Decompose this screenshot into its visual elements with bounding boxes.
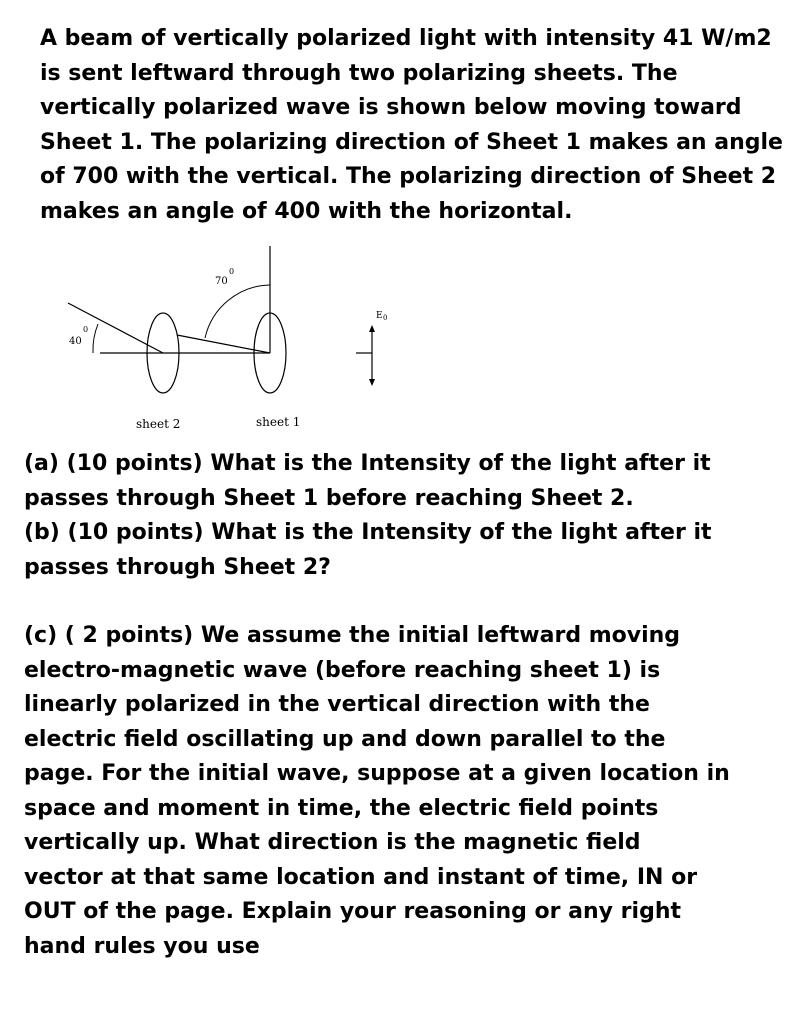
- question-b-line: passes through Sheet 2?: [24, 554, 331, 580]
- angle-40-degree: 0: [83, 325, 89, 334]
- sheet1-label: sheet 1: [256, 415, 301, 429]
- question-a-line: passes through Sheet 1 before reaching Sheet 2.: [24, 485, 634, 511]
- problem-statement: [40, 22, 783, 229]
- question-c-line: electric field oscillating up and down parallel to the: [24, 726, 666, 752]
- intro-line: of 700 with the vertical. The polarizing direction of Sheet 2: [40, 164, 777, 189]
- angle-70-arc: [205, 285, 270, 338]
- question-c: [24, 619, 794, 964]
- polarizer-diagram: [40, 238, 440, 438]
- e0-arrow-head-up: [369, 325, 375, 332]
- angle-40-arc: [93, 324, 98, 353]
- sheet1-axis-line: [177, 335, 270, 353]
- intro-line: is sent leftward through two polarizing sheets. The: [40, 60, 678, 86]
- questions-a-b: [24, 447, 794, 585]
- question-c-line: hand rules you use: [24, 933, 260, 959]
- question-c-line: space and moment in time, the electric field points: [24, 795, 659, 821]
- e0-label: E: [376, 311, 383, 321]
- question-c-line: linearly polarized in the vertical direction with the: [24, 692, 650, 717]
- question-b-line: (b) (10 points) What is the Intensity of the light after it: [24, 520, 712, 545]
- sheet2-label: sheet 2: [136, 417, 181, 431]
- question-c-line: vector at that same location and instant of time, IN or: [24, 864, 698, 890]
- intro-line: vertically polarized wave is shown below moving toward: [40, 95, 742, 120]
- intro-line: makes an angle of 400 with the horizontal.: [40, 198, 573, 224]
- question-c-line: vertically up. What direction is the magnetic field: [24, 830, 641, 855]
- intro-line: A beam of vertically polarized light with intensity 41 W/m2: [40, 26, 772, 51]
- e0-arrow-head-down: [369, 379, 375, 386]
- question-a-line: (a) (10 points) What is the Intensity of the light after it: [24, 451, 711, 476]
- question-c-line: (c) ( 2 points) We assume the initial leftward moving: [24, 623, 681, 648]
- angle-40-label: 40: [69, 336, 82, 347]
- question-c-line: OUT of the page. Explain your reasoning or any right: [24, 899, 682, 924]
- angle-70-label: 70: [215, 276, 228, 287]
- e0-subscript: 0: [383, 314, 388, 322]
- intro-line: Sheet 1. The polarizing direction of Sheet 1 makes an angle: [40, 129, 783, 155]
- angle-70-degree: 0: [229, 267, 235, 276]
- question-c-line: electro-magnetic wave (before reaching sheet 1) is: [24, 657, 661, 683]
- question-c-line: page. For the initial wave, suppose at a given location in: [24, 761, 730, 786]
